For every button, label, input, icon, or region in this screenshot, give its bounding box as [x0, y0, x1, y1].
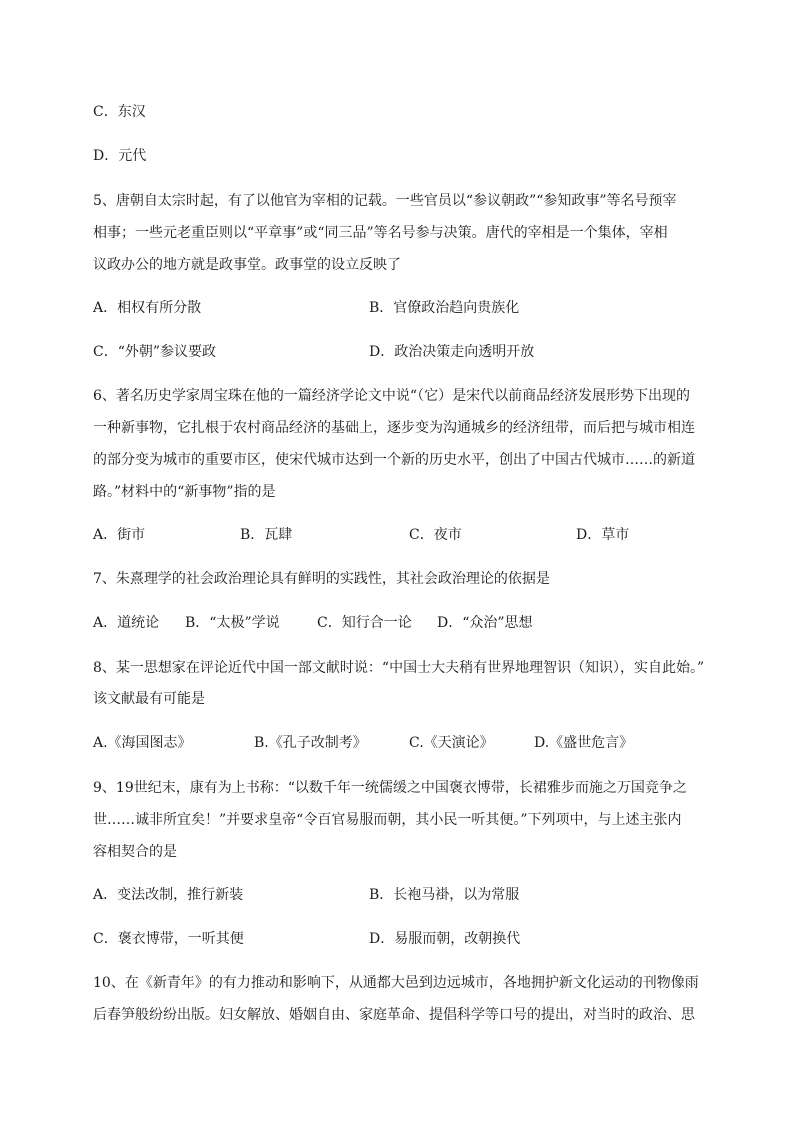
- q10-stem-line-1: 10、在《新青年》的有力推动和影响下，从通都大邑到边远城市，各地拥护新文化运动的刊物像雨: [93, 975, 699, 991]
- q5-option-c: C．“外朝”参议要政: [93, 344, 217, 360]
- q9-stem-line-3: 容相契合的是: [93, 844, 177, 860]
- q5-stem-line-1: 5、唐朝自太宗时起，有了以他官为宰相的记载。一些官员以“参议朝政”“参知政事”等名号预宰: [93, 193, 677, 209]
- q6-stem-line-1: 6、著名历史学家周宝珠在他的一篇经济学论文中说“（它）是宋代以前商品经济发展形势下出现的: [93, 388, 691, 404]
- q6-option-b: B．瓦肆: [240, 527, 293, 543]
- q5-option-b: B．官僚政治趋向贵族化: [369, 300, 520, 316]
- q9-option-d: D．易服而朝，改朝换代: [369, 931, 521, 947]
- q4-option-c: C．东汉: [93, 104, 146, 120]
- q7-stem-line-1: 7、朱熹理学的社会政治理论具有鲜明的实践性，其社会政治理论的依据是: [93, 571, 550, 587]
- q5-option-a: A．相权有所分散: [93, 300, 202, 316]
- q7-option-c: C．知行合一论: [317, 615, 412, 631]
- q5-stem-line-3: 议政办公的地方就是政事堂。政事堂的设立反映了: [93, 257, 401, 273]
- q9-option-c: C．褒衣博带，一听其便: [93, 931, 244, 947]
- q9-option-b: B．长袍马褂，以为常服: [369, 887, 520, 903]
- q8-option-b: B.《孔子改制考》: [254, 735, 367, 751]
- q7-option-d: D．“众治”思想: [437, 615, 533, 631]
- q9-stem-line-2: 世……诚非所宜矣！”并要求皇帝“令百官易服而朝，其小民一听其便。”下列项中，与上述主张内: [93, 812, 682, 828]
- q5-option-d: D．政治决策走向透明开放: [369, 344, 535, 360]
- q5-stem-line-2: 相事；一些元老重臣则以“平章事”或“同三品”等名号参与决策。唐代的宰相是一个集体，宰相: [93, 225, 668, 241]
- q4-option-d: D．元代: [93, 148, 147, 164]
- q6-option-a: A．街市: [93, 527, 146, 543]
- q8-stem-line-1: 8、某一思想家在评论近代中国一部文献时说：“中国士大夫稍有世界地理智识（知识），实自此始。”: [93, 660, 705, 676]
- q9-stem-line-1: 9、19世纪末，康有为上书称：“以数千年一统儒缓之中国褒衣博带，长裙雅步而施之万国竞争之: [93, 780, 687, 796]
- q7-option-a: A．道统论: [93, 615, 160, 631]
- q6-option-d: D．草市: [576, 527, 630, 543]
- q6-option-c: C．夜市: [409, 527, 462, 543]
- q6-stem-line-4: 路。”材料中的“新事物”指的是: [93, 484, 276, 500]
- q6-stem-line-2: 一种新事物，它扎根于农村商品经济的基础上，逐步变为沟通城乡的经济纽带，而后把与城市相连: [93, 420, 695, 436]
- q9-option-a: A．变法改制，推行新装: [93, 887, 244, 903]
- q8-option-a: A.《海国图志》: [93, 735, 192, 751]
- q8-option-d: D.《盛世危言》: [534, 735, 634, 751]
- q7-option-b: B．“太极”学说: [185, 615, 280, 631]
- q8-stem-line-2: 该文献最有可能是: [93, 691, 205, 707]
- q8-option-c: C.《天演论》: [409, 735, 494, 751]
- q6-stem-line-3: 的部分变为城市的重要市区，使宋代城市达到一个新的历史水平，创出了中国古代城市……的新道: [93, 452, 695, 468]
- q10-stem-line-2: 后春笋般纷纷出版。妇女解放、婚姻自由、家庭革命、提倡科学等口号的提出，对当时的政治、思: [93, 1007, 695, 1023]
